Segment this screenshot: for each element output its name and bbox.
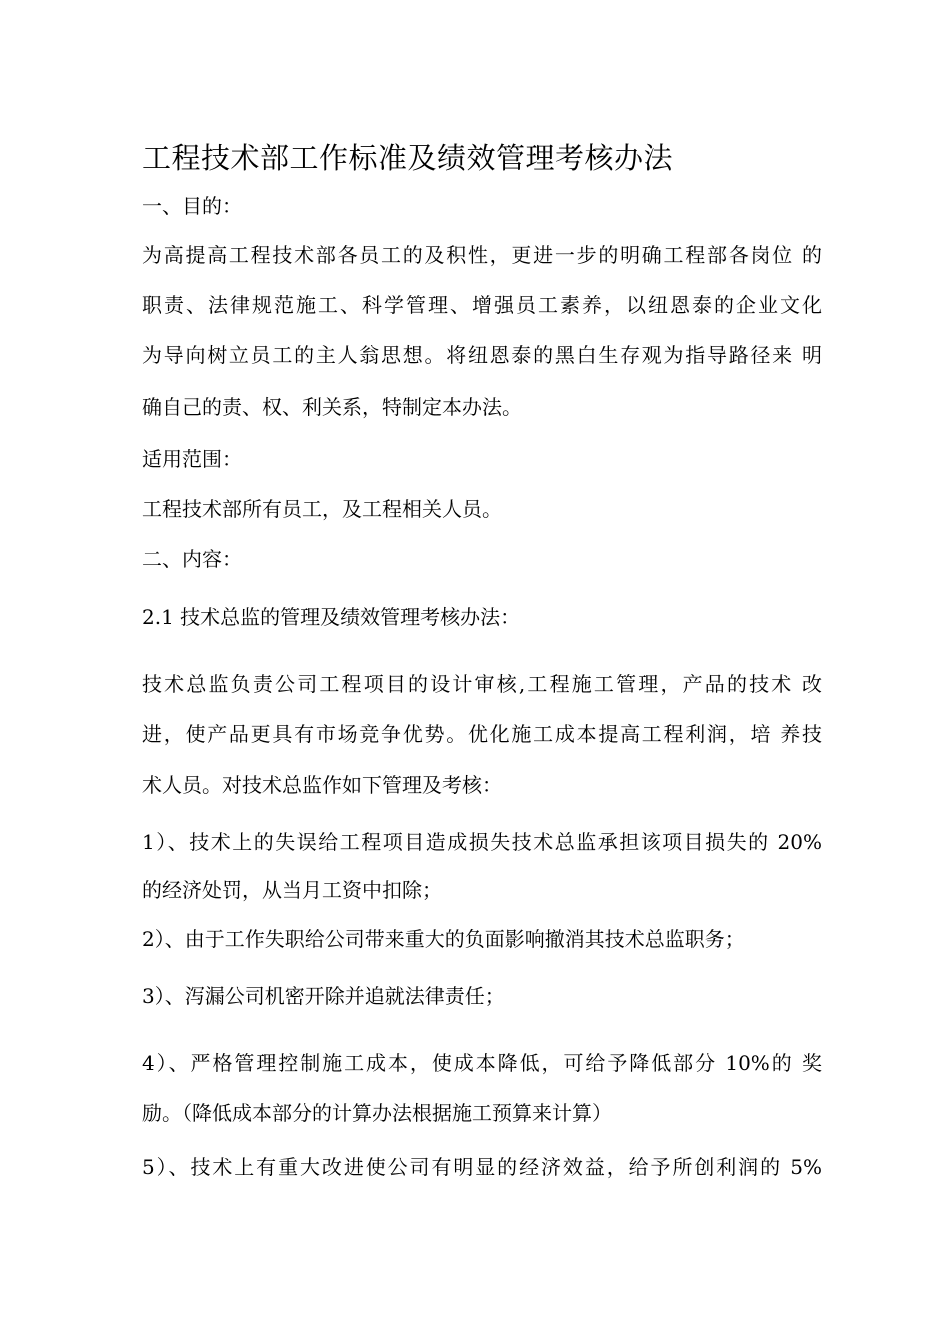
rule-line-5: 4）、严格管理控制施工成本，使成本降低，可给予降低部分 10%的 奖 [142, 1051, 822, 1075]
director-line-1: 技术总监负责公司工程项目的设计审核,工程施工管理，产品的技术 改 [142, 672, 822, 696]
rule-line-4: 3）、泻漏公司机密开除并追就法律责任； [142, 984, 505, 1008]
scope-heading: 适用范围： [142, 447, 242, 471]
section-heading-purpose: 一、目的： [142, 194, 242, 218]
scope-text: 工程技术部所有员工，及工程相关人员。 [142, 497, 502, 521]
rule-line-6: 励。（降低成本部分的计算办法根据施工预算来计算） [142, 1101, 612, 1125]
rule-line-2: 的经济处罚，从当月工资中扣除； [142, 878, 442, 902]
rule-line-3: 2）、由于工作失职给公司带来重大的负面影响撤消其技术总监职务； [142, 927, 745, 951]
rule-line-1: 1）、技术上的失误给工程项目造成损失技术总监承担该项目损失的 20% [142, 830, 822, 854]
director-line-3: 术人员。对技术总监作如下管理及考核： [142, 773, 502, 797]
purpose-line-4: 确自己的责、权、利关系，特制定本办法。 [142, 395, 522, 419]
director-line-2: 进，使产品更具有市场竞争优势。优化施工成本提高工程利润，培 养技 [142, 722, 822, 746]
purpose-line-2: 职责、法律规范施工、科学管理、增强员工素养，以纽恩泰的企业文化 [142, 293, 822, 317]
purpose-line-1: 为高提高工程技术部各员工的及积性，更进一步的明确工程部各岗位 的 [142, 243, 822, 267]
section-heading-content: 二、内容： [142, 547, 242, 571]
rule-line-7: 5）、技术上有重大改进使公司有明显的经济效益，给予所创利润的 5% [142, 1155, 822, 1179]
purpose-line-3: 为导向树立员工的主人翁思想。将纽恩泰的黑白生存观为指导路径来 明 [142, 343, 822, 367]
document-title: 工程技术部工作标准及绩效管理考核办法 [142, 141, 674, 175]
subsection-heading-2-1: 2.1 技术总监的管理及绩效管理考核办法： [142, 605, 521, 629]
